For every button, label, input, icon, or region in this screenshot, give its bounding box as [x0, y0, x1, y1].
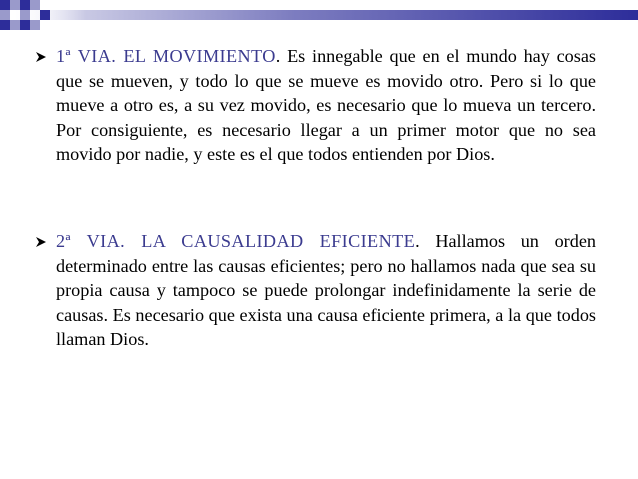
decor-square	[0, 0, 10, 10]
decor-square	[30, 0, 40, 10]
gradient-stripe	[10, 10, 638, 20]
arrow-bullet-icon	[35, 51, 47, 63]
decor-square	[20, 0, 30, 10]
bullet-heading: 2ª VIA. LA CAUSALIDAD EFICIENTE	[56, 230, 416, 251]
bullet-body: . Es innegable que en el mundo hay cosas que se mueven, y todo lo que se mueve es movido otro. Pero si lo que mueve a otro es, a su vez movido, es necesario que lo mueva un tercero. Por consiguiente, es necesario llegar a un primer motor que no sea movido por nadie, y este es el que todos entienden por Dios.	[56, 46, 596, 165]
corner-squares	[0, 0, 50, 30]
slide-content	[36, 44, 596, 352]
checkered-gradient-band	[0, 0, 638, 34]
bullet-via-1	[36, 44, 596, 167]
decor-square	[10, 0, 20, 10]
bullet-body: . Hallamos un orden determinado entre las causas eficientes; pero no hallamos nada que sea su propia causa y tampoco se puede prolongar indefinidamente la serie de causas. Es necesario que exista una causa eficiente primera, a la que todos llaman Dios.	[56, 230, 596, 350]
decor-square	[30, 20, 40, 30]
decor-square	[0, 20, 10, 30]
bullet-via-2	[36, 229, 596, 352]
decor-square	[10, 20, 20, 30]
decor-square	[20, 20, 30, 30]
decor-square	[20, 10, 30, 20]
decor-square	[0, 10, 10, 20]
arrow-bullet-icon	[35, 236, 47, 248]
bullet-heading: 1ª VIA. EL MOVIMIENTO	[56, 46, 276, 66]
decor-square	[40, 10, 50, 20]
header-decoration	[0, 0, 638, 34]
